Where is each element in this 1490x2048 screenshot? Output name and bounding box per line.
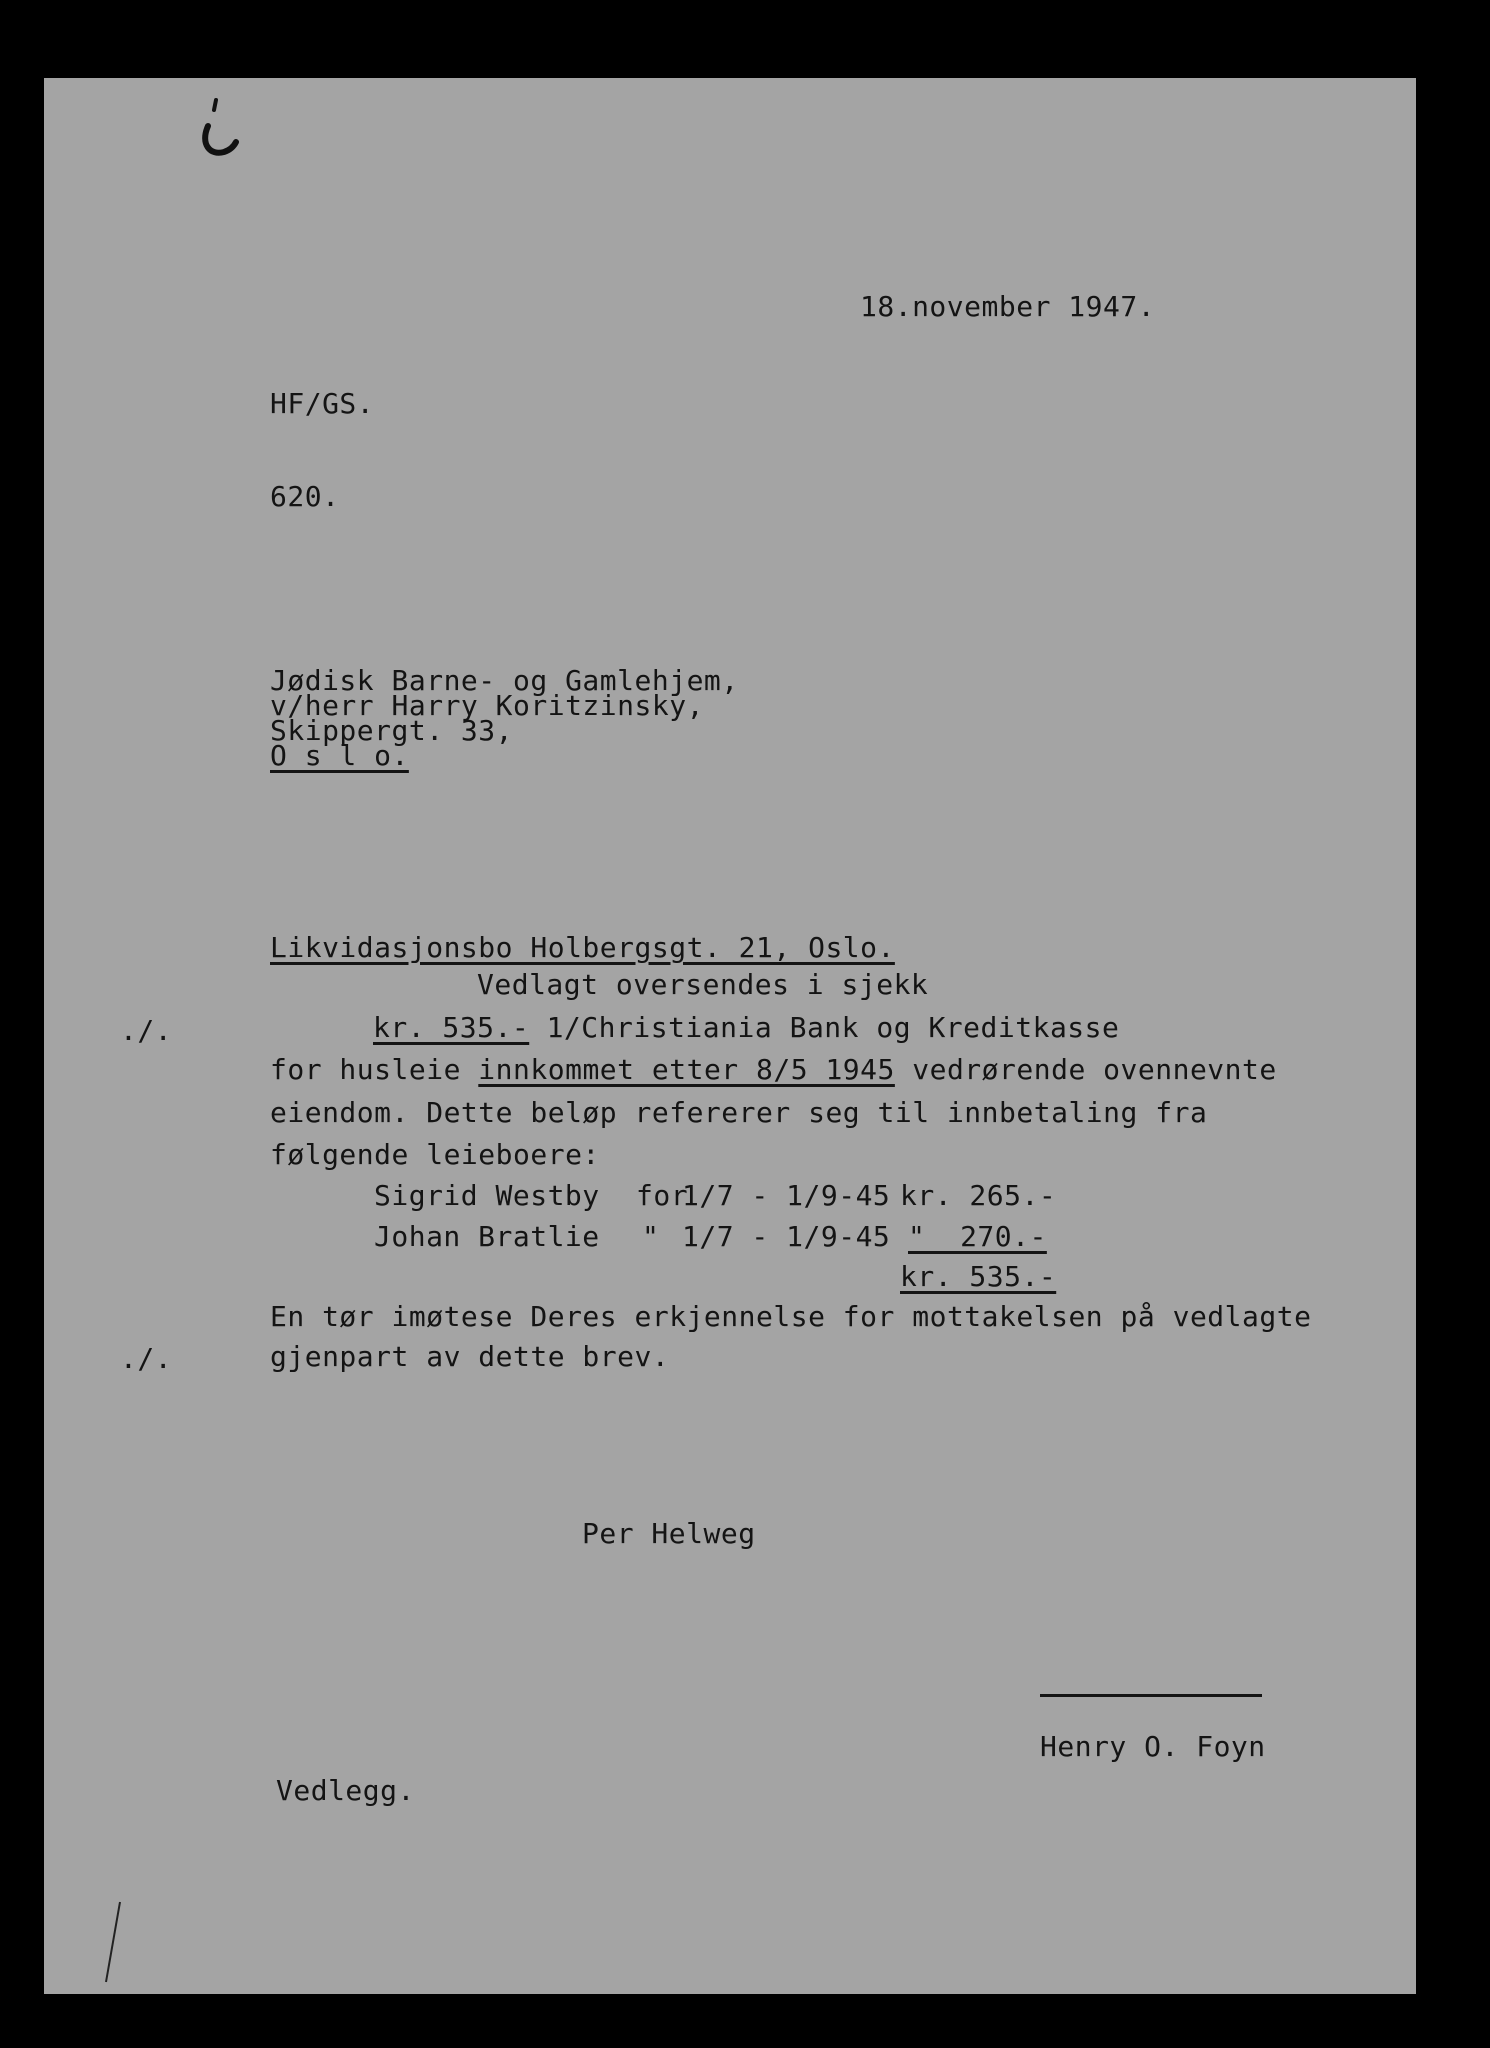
signature-per-helweg: Per Helweg: [582, 1517, 756, 1550]
signature-line: [1040, 1694, 1262, 1697]
margin-mark-icon: [100, 1898, 130, 1988]
closing-line-1: En tør imøtese Deres erkjennelse for mottakelsen på vedlagte: [270, 1300, 1312, 1333]
enclosure-mark-1: ./.: [120, 1014, 173, 1047]
body-line-5: følgende leieboere:: [270, 1138, 600, 1171]
total-amount: kr. 535.-: [900, 1260, 1057, 1293]
body-line-3-end: vedrørende ovennevnte: [894, 1053, 1277, 1086]
body-line-4: eiendom. Dette beløp refererer seg til innbetaling fra: [270, 1096, 1208, 1129]
closing-line-2: gjenpart av dette brev.: [270, 1340, 670, 1373]
recipient-line-3: Skippergt. 33,: [270, 714, 514, 747]
body-line-1: Vedlagt oversendes i sjekk: [477, 968, 929, 1001]
reference-code: HF/GS.: [270, 387, 375, 420]
body-line-3: [270, 1055, 1277, 1085]
letter-date: 18.november 1947.: [860, 290, 1156, 323]
tenant-sep: for: [636, 1179, 689, 1212]
signature-henry-foyn: Henry O. Foyn: [1040, 1730, 1266, 1763]
enclosure-mark-2: ./.: [120, 1342, 173, 1375]
tenant-name: Sigrid Westby: [374, 1179, 600, 1212]
subject-line: Likvidasjonsbo Holbergsgt. 21, Oslo.: [270, 931, 895, 964]
tenant-amount: " 270.-: [908, 1220, 1047, 1253]
tenant-period: 1/7 - 1/9-45: [682, 1220, 891, 1253]
body-line-2: [373, 1013, 1119, 1043]
income-after-date: innkommet etter 8/5 1945: [478, 1053, 895, 1086]
tenant-amount: kr. 265.-: [900, 1179, 1057, 1212]
letter-page: [44, 78, 1416, 1994]
body-line-3-start: for husleie: [270, 1053, 479, 1086]
file-number: 620.: [270, 480, 340, 513]
recipient-line-1: Jødisk Barne- og Gamlehjem,: [270, 664, 739, 697]
cheque-amount: kr. 535.-: [373, 1011, 530, 1044]
handwritten-mark-icon: [194, 96, 244, 166]
tenant-name: Johan Bratlie: [374, 1220, 600, 1253]
recipient-city: O s l o.: [270, 739, 409, 772]
bank-name: 1/Christiania Bank og Kreditkasse: [529, 1011, 1120, 1044]
tenant-sep: ": [642, 1220, 660, 1253]
tenant-period: 1/7 - 1/9-45: [682, 1179, 891, 1212]
enclosure-label: Vedlegg.: [276, 1774, 415, 1807]
recipient-line-2: v/herr Harry Koritzinsky,: [270, 689, 704, 722]
